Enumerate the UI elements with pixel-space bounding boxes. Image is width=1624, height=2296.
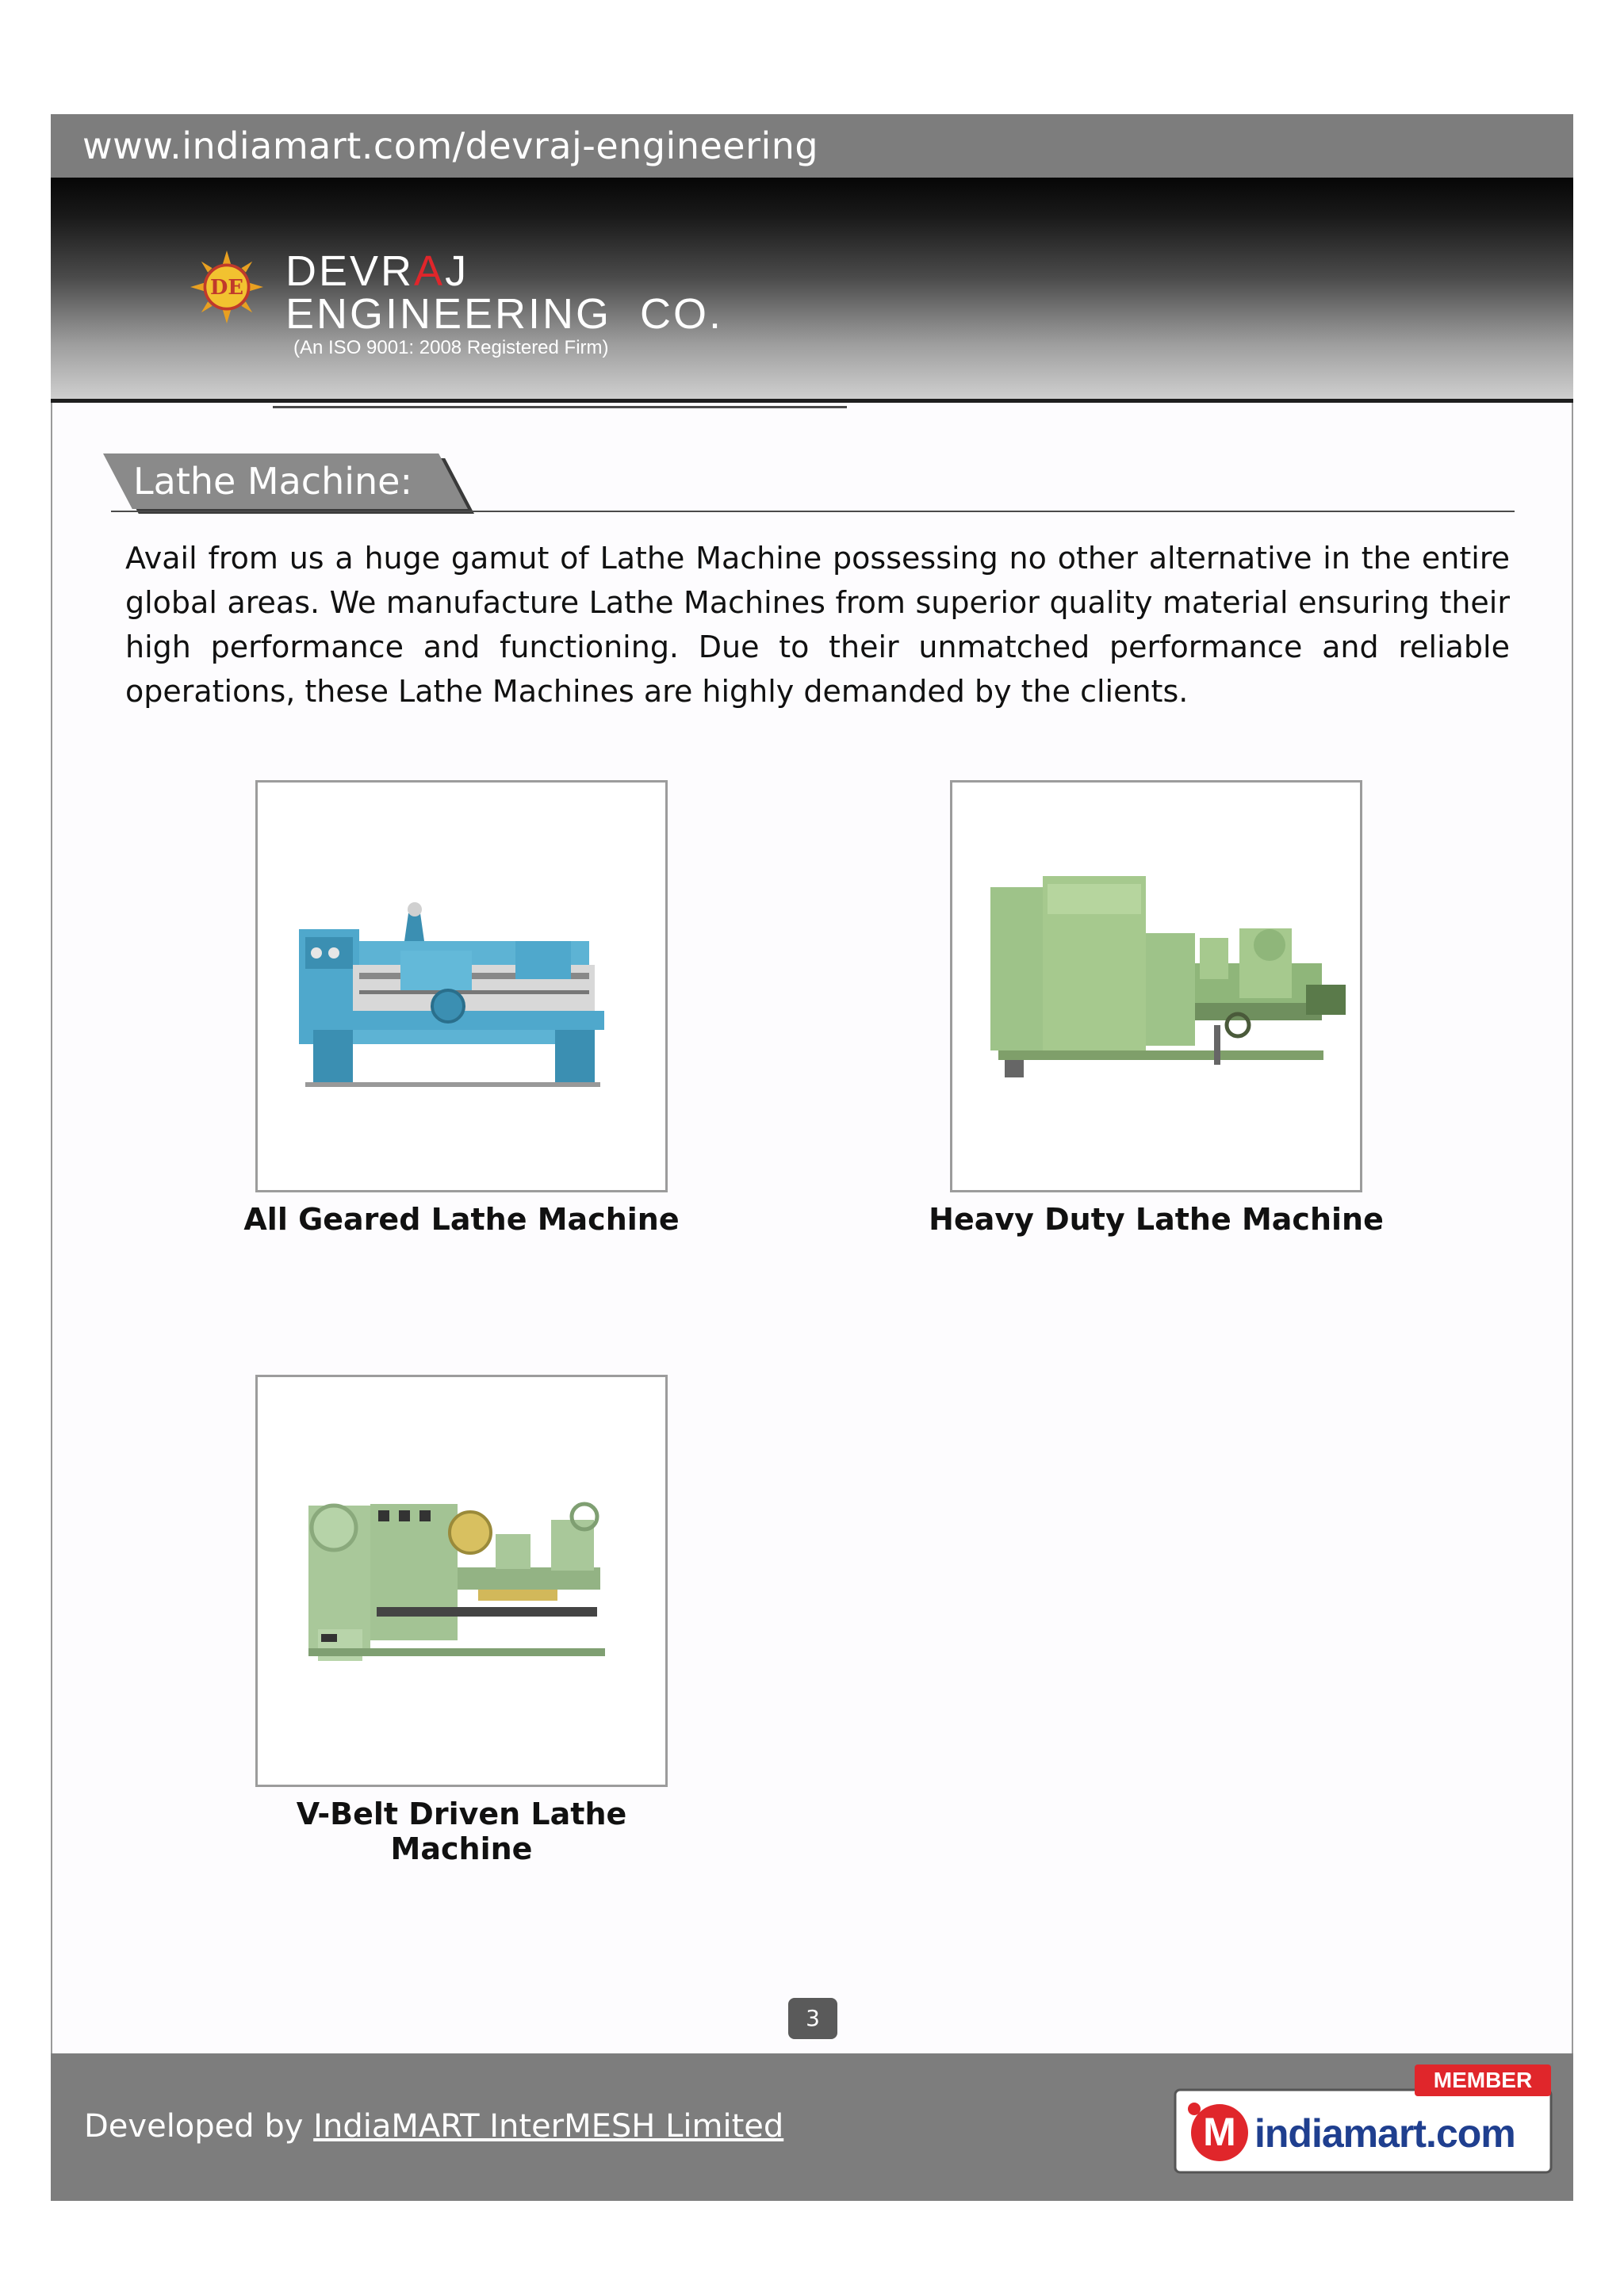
- header-banner: [51, 178, 1573, 403]
- product-caption-heavy-duty[interactable]: Heavy Duty Lathe Machine: [929, 1202, 1384, 1237]
- footer-credit-prefix: Developed by: [84, 2108, 314, 2145]
- logo-initials: DE: [210, 276, 243, 300]
- brand-name-part1: DEVR: [285, 247, 415, 295]
- brand-tagline: (An ISO 9001: 2008 Registered Firm): [293, 337, 609, 358]
- svg-text:M: M: [1203, 2110, 1236, 2154]
- product-caption-vbelt[interactable]: V-Belt Driven Lathe Machine: [296, 1797, 627, 1866]
- product-card-vbelt[interactable]: [255, 1375, 668, 1787]
- url-bar[interactable]: [51, 114, 1573, 178]
- footer-credit: [84, 2103, 783, 2150]
- badge-logo-text: indiamart.com: [1254, 2111, 1515, 2156]
- indiamart-member-badge[interactable]: [1172, 2063, 1554, 2175]
- brand-subtitle: ENGINEERING CO.: [285, 290, 724, 338]
- banner-underline: [273, 406, 847, 408]
- product-card-heavy-duty[interactable]: [950, 780, 1362, 1192]
- section-divider: [111, 511, 1515, 512]
- footer-credit-link[interactable]: IndiaMART InterMESH Limited: [313, 2108, 784, 2145]
- company-logo-icon: [190, 251, 263, 323]
- badge-member-label: MEMBER: [1433, 2068, 1533, 2092]
- brand-name-accent: A: [414, 247, 446, 295]
- page-number: 3: [788, 1998, 837, 2039]
- brand-name-part2: J: [445, 247, 469, 295]
- section-title: Lathe Machine:: [133, 460, 412, 503]
- product-caption-all-geared[interactable]: All Geared Lathe Machine: [243, 1202, 680, 1237]
- lathe-machine-blue-image[interactable]: [258, 783, 665, 1190]
- section-intro: Avail from us a huge gamut of Lathe Machine possessing no other alternative in the entire global areas. We manufacture Lathe Machines from superior quality material ensuring their high performance and functioning. Due to their unmatched performance and reliable operations, these Lathe Machines are highly demanded by the clients.: [125, 541, 1510, 709]
- product-card-all-geared[interactable]: [255, 780, 668, 1192]
- lathe-machine-green-vbelt-image[interactable]: [258, 1377, 665, 1785]
- brand-name: [285, 247, 469, 295]
- lathe-machine-green-heavy-image[interactable]: [952, 783, 1360, 1190]
- url-text[interactable]: www.indiamart.com/devraj-engineering: [82, 124, 819, 167]
